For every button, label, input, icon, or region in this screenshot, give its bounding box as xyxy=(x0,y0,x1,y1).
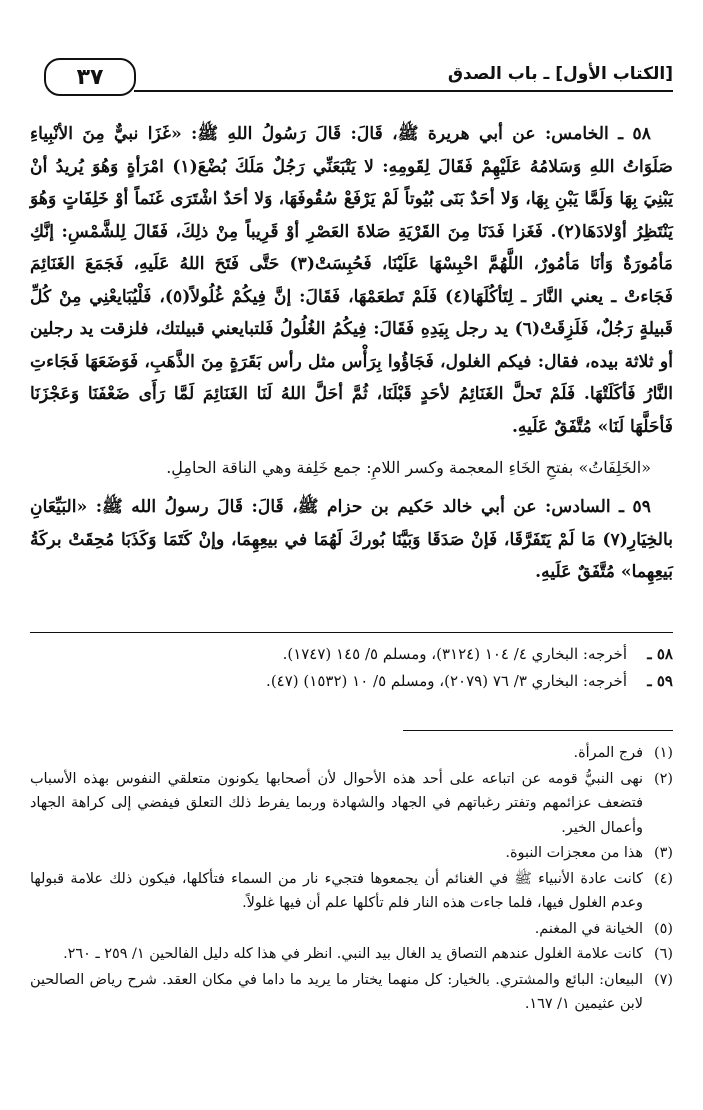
footnote xyxy=(30,741,673,766)
word-note: «الخَلِفَاتُ» بفتحِ الخَاءِ المعجمة وكسر اللامِ: جمع خَلِفة وهي الناقة الحامِلِ. xyxy=(166,458,651,477)
footnote-text: كانت علامة الغلول عندهم التصاق يد الغال بيد النبي. انظر في هذا كله دليل الفالحين ١/ ٢٥٩ ـ ٢٦٠. xyxy=(63,946,643,962)
footnote xyxy=(30,767,673,841)
footnote-text: البيعان: البائع والمشتري. بالخيار: كل منهما يختار ما يريد ما داما في مكان العقد. شرح رياض الصالحين لابن عثيمين ١/ ١٦٧. xyxy=(30,971,643,1012)
footnote xyxy=(30,867,673,916)
page-number: ٣٧ xyxy=(76,64,104,90)
footnote-rule xyxy=(403,730,673,731)
footnote xyxy=(30,841,673,866)
source-text: أخرجه: البخاري ٤/ ١٠٤ (٣١٢٤)، ومسلم ٥/ ١٤٥ (١٧٤٧). xyxy=(282,645,627,663)
footnote xyxy=(30,968,673,1017)
footnote-number: (٧) xyxy=(654,971,673,988)
footnote-text: الخيانة في المغنم. xyxy=(534,920,643,937)
hadith-59: ٥٩ ـ السادس: عن أبي خالد حَكيم بن حزام ﷺ، قَالَ: قَالَ رسولُ الله ﷺ: «البَيِّعَانِ بالخِيَارِ(٧) مَا لَمْ يَتَفَرَّقَا، فَإنْ صَدَقَا وَبَيَّنَا بُوركَ لَهُمَا في بيعِهِمَا، وإنْ كَتَمَا وَكَذَبَا مُحِقَتْ بركَةُ بَيعِهِما» مُتَّفَقٌ عَلَيهِ. xyxy=(30,497,673,582)
page-number-badge xyxy=(44,58,136,96)
main-text xyxy=(30,118,673,589)
source-row xyxy=(30,641,673,668)
footnote-number: (٣) xyxy=(654,845,673,861)
footnote-number: (١) xyxy=(654,745,673,761)
running-head: [الكتاب الأول] ـ باب الصدق xyxy=(447,64,673,84)
footnote-number: (٥) xyxy=(654,920,673,937)
sources-block xyxy=(30,632,673,695)
footnote xyxy=(30,917,673,942)
footnote-number: (٢) xyxy=(654,770,673,787)
page-header xyxy=(30,40,673,92)
footnote-text: كانت عادة الأنبياء ﷺ في الغنائم أن يجمعوها فتجيء نار من السماء فتأكلها، فيكون ذلك علامة قبولها وعدم الغلول فيها، فلما جاءت هذه النار فلم تأكلها علم أن فيها غلولاً. xyxy=(30,870,643,911)
source-number: ٥٨ ـ xyxy=(647,645,673,663)
footnote xyxy=(30,942,673,967)
source-text: أخرجه: البخاري ٣/ ٧٦ (٢٠٧٩)، ومسلم ٥/ ١٠ (١٥٣٢) (٤٧). xyxy=(266,672,627,690)
source-row xyxy=(30,668,673,695)
footnote-number: (٦) xyxy=(654,946,673,962)
hadith-58: ٥٨ ـ الخامس: عن أبي هريرة ﷺ، قَالَ: قَالَ رَسُولُ اللهِ ﷺ: «غَزَا نبيٌّ مِنَ الأنْبِياءِ صَلَوَاتُ اللهِ وَسَلامُهُ عَلَيْهِمْ فَقَالَ لِقَومِهِ: لا يَتْبَعَنِّي رَجُلٌ مَلَكَ بُضْعَ(١) امْرَأةٍ وَهُوَ يُريدُ أنْ يَبْنِيَ بِهَا وَلَمَّا يَبْنِ بِهَا، وَلا أحَدٌ بَنَى بُيُوتاً لَمْ يَرْفَعْ سُقُوفَهَا، وَلا أحَدٌ اشْتَرَى غَنَماً أوْ خَلِفَاتٍ وَهُوَ يَنْتَظِرُ أوْلادَهَا(٢). فَغَزا فَدَنَا مِنَ القَرْيَةِ صَلاةَ العَصْرِ أوْ قَرِيباً مِنْ ذلِكَ، فَقَالَ لِلشَّمْسِ: إنَّكِ مَأمُورَةٌ وَأنَا مَأمُورٌ، اللَّهُمَّ احْبِسْهَا عَلَيْنَا، فَحُبِسَتْ(٣) حَتَّى فَتَحَ اللهُ عَلَيهِ، فَجَمَعَ الغَنَائِمَ فَجَاءتْ ـ يعني النَّارَ ـ لِتَأكُلَهَا(٤) فَلَمْ تَطعَمْهَا، فَقَالَ: إنَّ فِيكُمْ غُلُولاً(٥)، فَلْيُبَايعْنِي مِنْ كُلِّ قَبيلةٍ رَجُلٌ، فَلَزِقَتْ(٦) يد رجل بِيَدِهِ فَقَالَ: فِيكُمُ الغُلُولُ فَلتبايعني قبيلتك، فلزقت يد رجلين أو ثلاثة بيده، فقال: فيكم الغلول، فَجَاؤُوا بِرَأْس مثل رأس بَقَرَةٍ مِنَ الذَّهَبِ، فَوَضَعَهَا فَجَاءتِ النَّارُ فَأكَلَتْهَا. فَلَمْ تَحلَّ الغَنَائِمُ لأحَدٍ قَبْلَنَا، ثُمَّ أحَلَّ اللهُ لَنَا الغَنَائِمَ لَمَّا رَأَى ضَعْفَنَا وَعَجْزَنَا فَأحَلَّهَا لَنَا» مُتَّفَقٌ عَلَيهِ. xyxy=(30,124,674,437)
footnote-text: فرج المرأة. xyxy=(573,745,643,761)
footnote-text: نهى النبيُّ قومه عن اتباعه على أحد هذه الأحوال لأن أصحابها يكونون متعلقي النفوس بهذه الأسباب فتضعف عزائمهم وتفتر رغباتهم في الجهاد والشهادة وربما يفرط ذلك التعلق فيفضي إلى كراهة الجهاد وأعمال الخير. xyxy=(30,770,643,836)
header-rule xyxy=(134,90,673,92)
source-number: ٥٩ ـ xyxy=(647,672,673,690)
footnotes xyxy=(30,730,673,1018)
footnote-text: هذا من معجزات النبوة. xyxy=(505,845,643,861)
footnote-number: (٤) xyxy=(654,870,673,887)
